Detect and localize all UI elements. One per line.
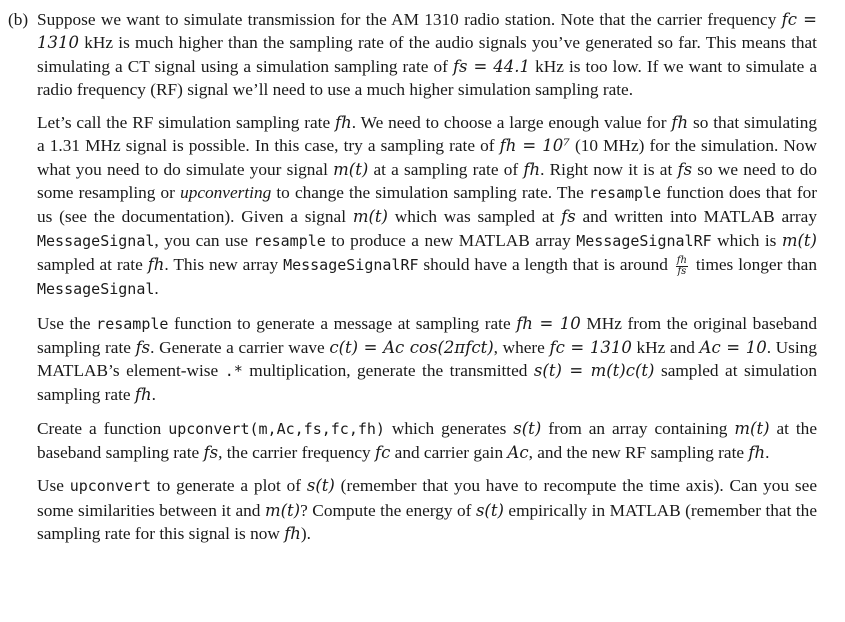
body-text: multiplication, generate the transmitted [242,361,534,381]
emphasis-text: upconverting [180,183,272,203]
inline-code: resample [96,314,169,333]
inline-math: m(t) [352,207,388,227]
body-text: Use [37,476,70,496]
body-text: Use the [37,313,97,333]
body-text: ? Compute the energy of [300,500,476,520]
paragraph-intro [37,8,817,101]
inline-math: fh [284,523,301,543]
body-text: which generates [384,418,514,438]
inline-math: m(t) [333,159,369,179]
paragraph-upconvert-function [37,417,817,465]
inline-math: fs [203,443,219,463]
problem-part-b [8,8,817,545]
body-text: to change the simulation sampling rate. The [271,183,589,203]
body-text: function does that for us (see the documentation). Given a signal [37,183,817,227]
body-text: . Using MATLAB’s element-wise [37,337,817,381]
inline-code: MessageSignal [37,280,155,299]
inline-math: fh [748,443,766,463]
inline-math: s(t) = m(t)c(t) [533,361,655,381]
inline-code: .* [224,362,243,381]
inline-math: fh = 10⁷ [499,136,570,156]
body-text: Suppose we want to simulate transmission for the AM 1310 radio station. Note that the carrier frequency [37,10,782,29]
inline-math: s(t) [475,500,504,520]
part-label: (b) [8,10,29,29]
inline-code: MessageSignal [37,231,155,250]
body-text: to generate a plot of [150,476,307,496]
body-text: MHz from the original baseband sampling rate [37,313,817,357]
inline-code: resample [253,231,326,250]
body-text: . This new array [164,254,284,274]
body-text: . Right now it is at [540,159,678,179]
body-text: function to generate a message at sampling rate [168,313,517,333]
inline-math: c(t) = Ac cos(2πfct) [329,337,494,357]
body-text: and written into MATLAB array [575,207,817,227]
fraction-fh-over-fs [676,256,688,277]
inline-math: fc = 1310 [549,337,632,357]
part-body [37,8,817,545]
body-text: , where [493,337,550,357]
inline-math: fc [374,443,391,463]
body-text: (10 MHz) for the simulation. Now what you need to do simulate your signal [37,136,817,179]
fraction-denominator: fs [677,265,687,277]
paragraph-carrier [37,312,817,407]
inline-math: fh [671,113,689,133]
inline-math: fh [147,254,165,274]
inline-math: m(t) [264,500,301,520]
body-text: empirically in MATLAB (remember that the sampling rate for this signal is now [37,500,817,543]
body-text: . [151,385,156,405]
inline-math: Ac = 10 [699,337,767,357]
body-text: and carrier gain [390,443,508,463]
inline-math: fs [677,159,693,179]
body-text: to produce a new MATLAB array [325,230,577,250]
body-text: kHz is much higher than the sampling rate of the audio signals you’ve generated so far. This means that simulating a CT signal using a simulation sampling rate of [37,33,817,76]
inline-math: fs [561,207,576,227]
body-text: times longer than [690,254,817,274]
inline-code: upconvert [69,477,151,496]
inline-code: upconvert(m,Ac,fs,fc,fh) [168,419,385,438]
body-text: sampled at simulation sampling rate [37,361,817,405]
body-text: which was sampled at [387,207,562,227]
inline-math: fh = 10 [516,313,581,333]
body-text: . Generate a carrier wave [150,337,330,357]
body-text: sampled at rate [37,254,148,274]
paragraph-plot-energy [37,474,817,545]
body-text: should have a length that is around [418,254,673,274]
body-text: . We need to choose a large enough value for [351,113,672,133]
inline-code: resample [588,184,662,203]
inline-math: fh [134,385,152,405]
body-text: so that simulating a 1.31 MHz signal is possible. In this case, try a sampling rate of [37,113,817,156]
body-text: . [765,443,770,463]
body-text: which is [711,230,782,250]
paragraph-resampling [37,111,817,301]
inline-math: s(t) [306,476,335,496]
fraction-numerator: fh [676,254,687,266]
body-text: so we need to do some resampling or [37,159,818,203]
inline-math: fh [523,159,541,179]
inline-math: s(t) [513,418,542,438]
body-text: Create a function [37,418,169,438]
body-text: kHz and [631,337,700,357]
body-text: at a sampling rate of [368,159,524,179]
inline-math: fc = 1310 [37,10,817,53]
body-text: ). [300,523,311,543]
body-text: (remember that you have to recompute the time axis). Can you see some similarities between it and [37,476,817,520]
inline-math: fh [335,113,352,133]
body-text: . [154,279,159,299]
body-text: from an array containing [541,418,735,438]
body-text: , and the new RF sampling rate [528,443,749,463]
body-text: kHz is too low. If we want to simulate a radio frequency (RF) signal we’ll need to use a much higher simulation sampling rate. [37,56,818,99]
body-text: Let’s call the RF simulation sampling rate [37,113,336,133]
inline-math: fs [135,337,151,357]
body-text: , the carrier frequency [218,443,375,463]
inline-math: fs = 44.1 [452,56,531,76]
inline-code: MessageSignalRF [283,255,419,274]
inline-code: MessageSignalRF [576,231,712,250]
body-text: , you can use [154,230,254,250]
inline-math: m(t) [734,418,770,438]
body-text: at the baseband sampling rate [37,418,817,463]
inline-math: Ac [507,443,529,463]
inline-math: m(t) [781,230,817,250]
